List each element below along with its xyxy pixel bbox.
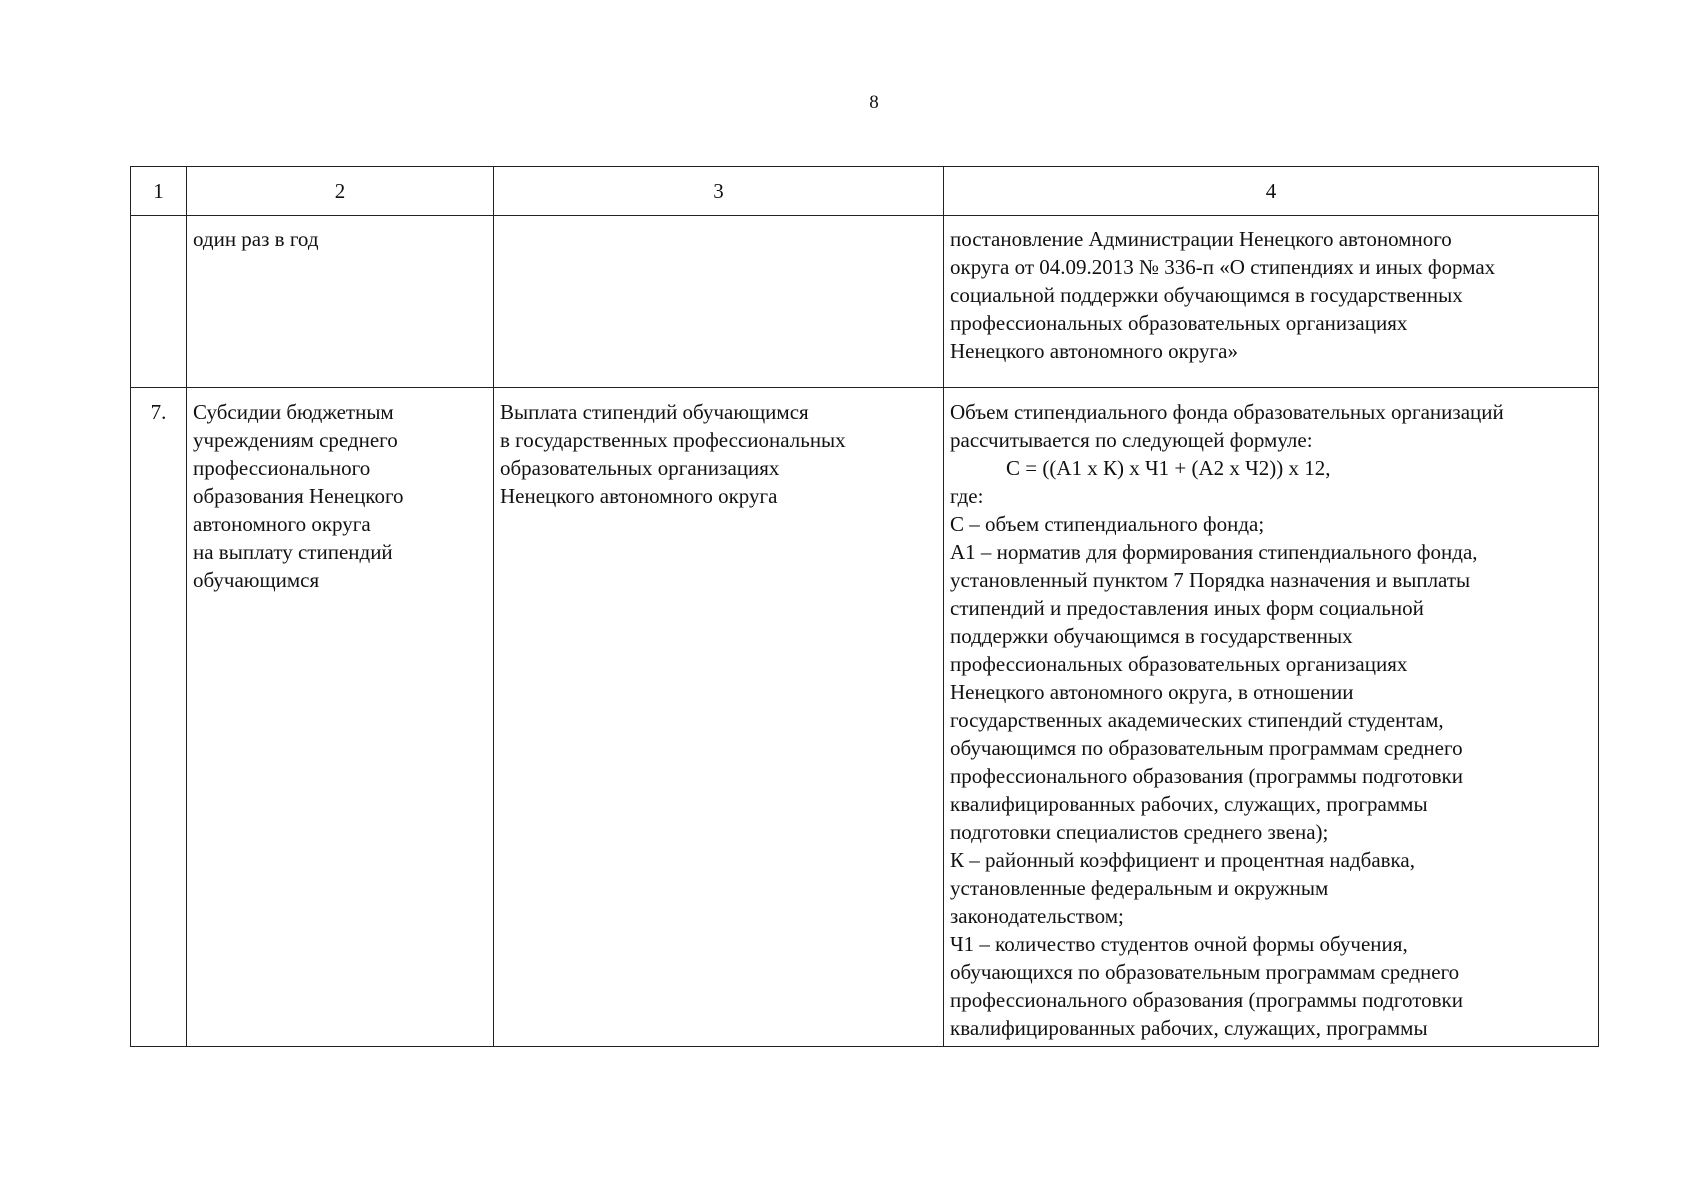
cell-line: учреждениям среднего bbox=[193, 428, 398, 452]
cell-line: в государственных профессиональных bbox=[500, 428, 846, 452]
cell-line: профессионального образования (программы подготовки bbox=[950, 988, 1463, 1012]
cell-line: подготовки специалистов среднего звена); bbox=[950, 820, 1329, 844]
cell-line: профессионального bbox=[193, 456, 371, 480]
cell-line: на выплату стипендий bbox=[193, 540, 393, 564]
cell-line: профессиональных образовательных организациях bbox=[950, 311, 1408, 335]
column-header-2: 2 bbox=[187, 167, 494, 216]
row-number-cell: 7. bbox=[131, 388, 187, 1047]
cell-line: социальной поддержки обучающимся в государственных bbox=[950, 283, 1463, 307]
column-header-4: 4 bbox=[944, 167, 1599, 216]
cell-line: образовательных организациях bbox=[500, 456, 780, 480]
cell-line: профессионального образования (программы подготовки bbox=[950, 764, 1463, 788]
cell-line: профессиональных образовательных организациях bbox=[950, 652, 1408, 676]
payment-frequency-cell bbox=[187, 216, 494, 388]
cell-line: А1 – норматив для формирования стипендиального фонда, bbox=[950, 540, 1478, 564]
cell-line: Объем стипендиального фонда образовательных организаций bbox=[950, 400, 1504, 424]
cell-line: установленный пунктом 7 Порядка назначения и выплаты bbox=[950, 568, 1471, 592]
cell-line: законодательством; bbox=[950, 904, 1124, 928]
column-header-1: 1 bbox=[131, 167, 187, 216]
formula-line: С = ((А1 х К) х Ч1 + (А2 х Ч2)) х 12, bbox=[1006, 456, 1331, 480]
table-row bbox=[131, 216, 1599, 388]
cell-line: стипендий и предоставления иных форм социальной bbox=[950, 596, 1424, 620]
cell-line: квалифицированных рабочих, служащих, программы bbox=[950, 1016, 1428, 1040]
table-header-row bbox=[131, 167, 1599, 216]
cell-line: где: bbox=[950, 484, 984, 508]
cell-line: Субсидии бюджетным bbox=[193, 400, 394, 424]
cell-line: автономного округа bbox=[193, 512, 371, 536]
legal-basis-cell bbox=[944, 216, 1599, 388]
cell-line: округа от 04.09.2013 № 336-п «О стипендиях и иных формах bbox=[950, 255, 1496, 279]
cell-line: квалифицированных рабочих, служащих, программы bbox=[950, 792, 1428, 816]
purpose-cell bbox=[494, 388, 944, 1047]
column-header-3: 3 bbox=[494, 167, 944, 216]
cell-line: обучающихся по образовательным программам среднего bbox=[950, 960, 1460, 984]
cell-line: установленные федеральным и окружным bbox=[950, 876, 1329, 900]
cell-line: образования Ненецкого bbox=[193, 484, 404, 508]
cell-line: поддержки обучающимся в государственных bbox=[950, 624, 1353, 648]
table-row bbox=[131, 388, 1599, 1047]
cell-line: Ненецкого автономного округа bbox=[500, 484, 778, 508]
page-number: 8 bbox=[869, 92, 879, 113]
cell-line: один раз в год bbox=[193, 227, 319, 251]
cell-line: государственных академических стипендий студентам, bbox=[950, 708, 1444, 732]
empty-cell bbox=[494, 216, 944, 388]
cell-line: К – районный коэффициент и процентная надбавка, bbox=[950, 848, 1416, 872]
cell-line: Выплата стипендий обучающимся bbox=[500, 400, 809, 424]
row-number-cell bbox=[131, 216, 187, 388]
cell-line: Ненецкого автономного округа» bbox=[950, 339, 1238, 363]
cell-line: С – объем стипендиального фонда; bbox=[950, 512, 1265, 536]
cell-line: обучающимся bbox=[193, 568, 320, 592]
expense-name-cell bbox=[187, 388, 494, 1047]
cell-line: постановление Администрации Ненецкого автономного bbox=[950, 227, 1452, 251]
cell-line: Ненецкого автономного округа, в отношении bbox=[950, 680, 1354, 704]
cell-line: Ч1 – количество студентов очной формы обучения, bbox=[950, 932, 1408, 956]
cell-line: обучающимся по образовательным программам среднего bbox=[950, 736, 1463, 760]
calculation-method-cell bbox=[944, 388, 1599, 1047]
cell-line: рассчитывается по следующей формуле: bbox=[950, 428, 1313, 452]
document-table bbox=[130, 166, 1599, 1047]
